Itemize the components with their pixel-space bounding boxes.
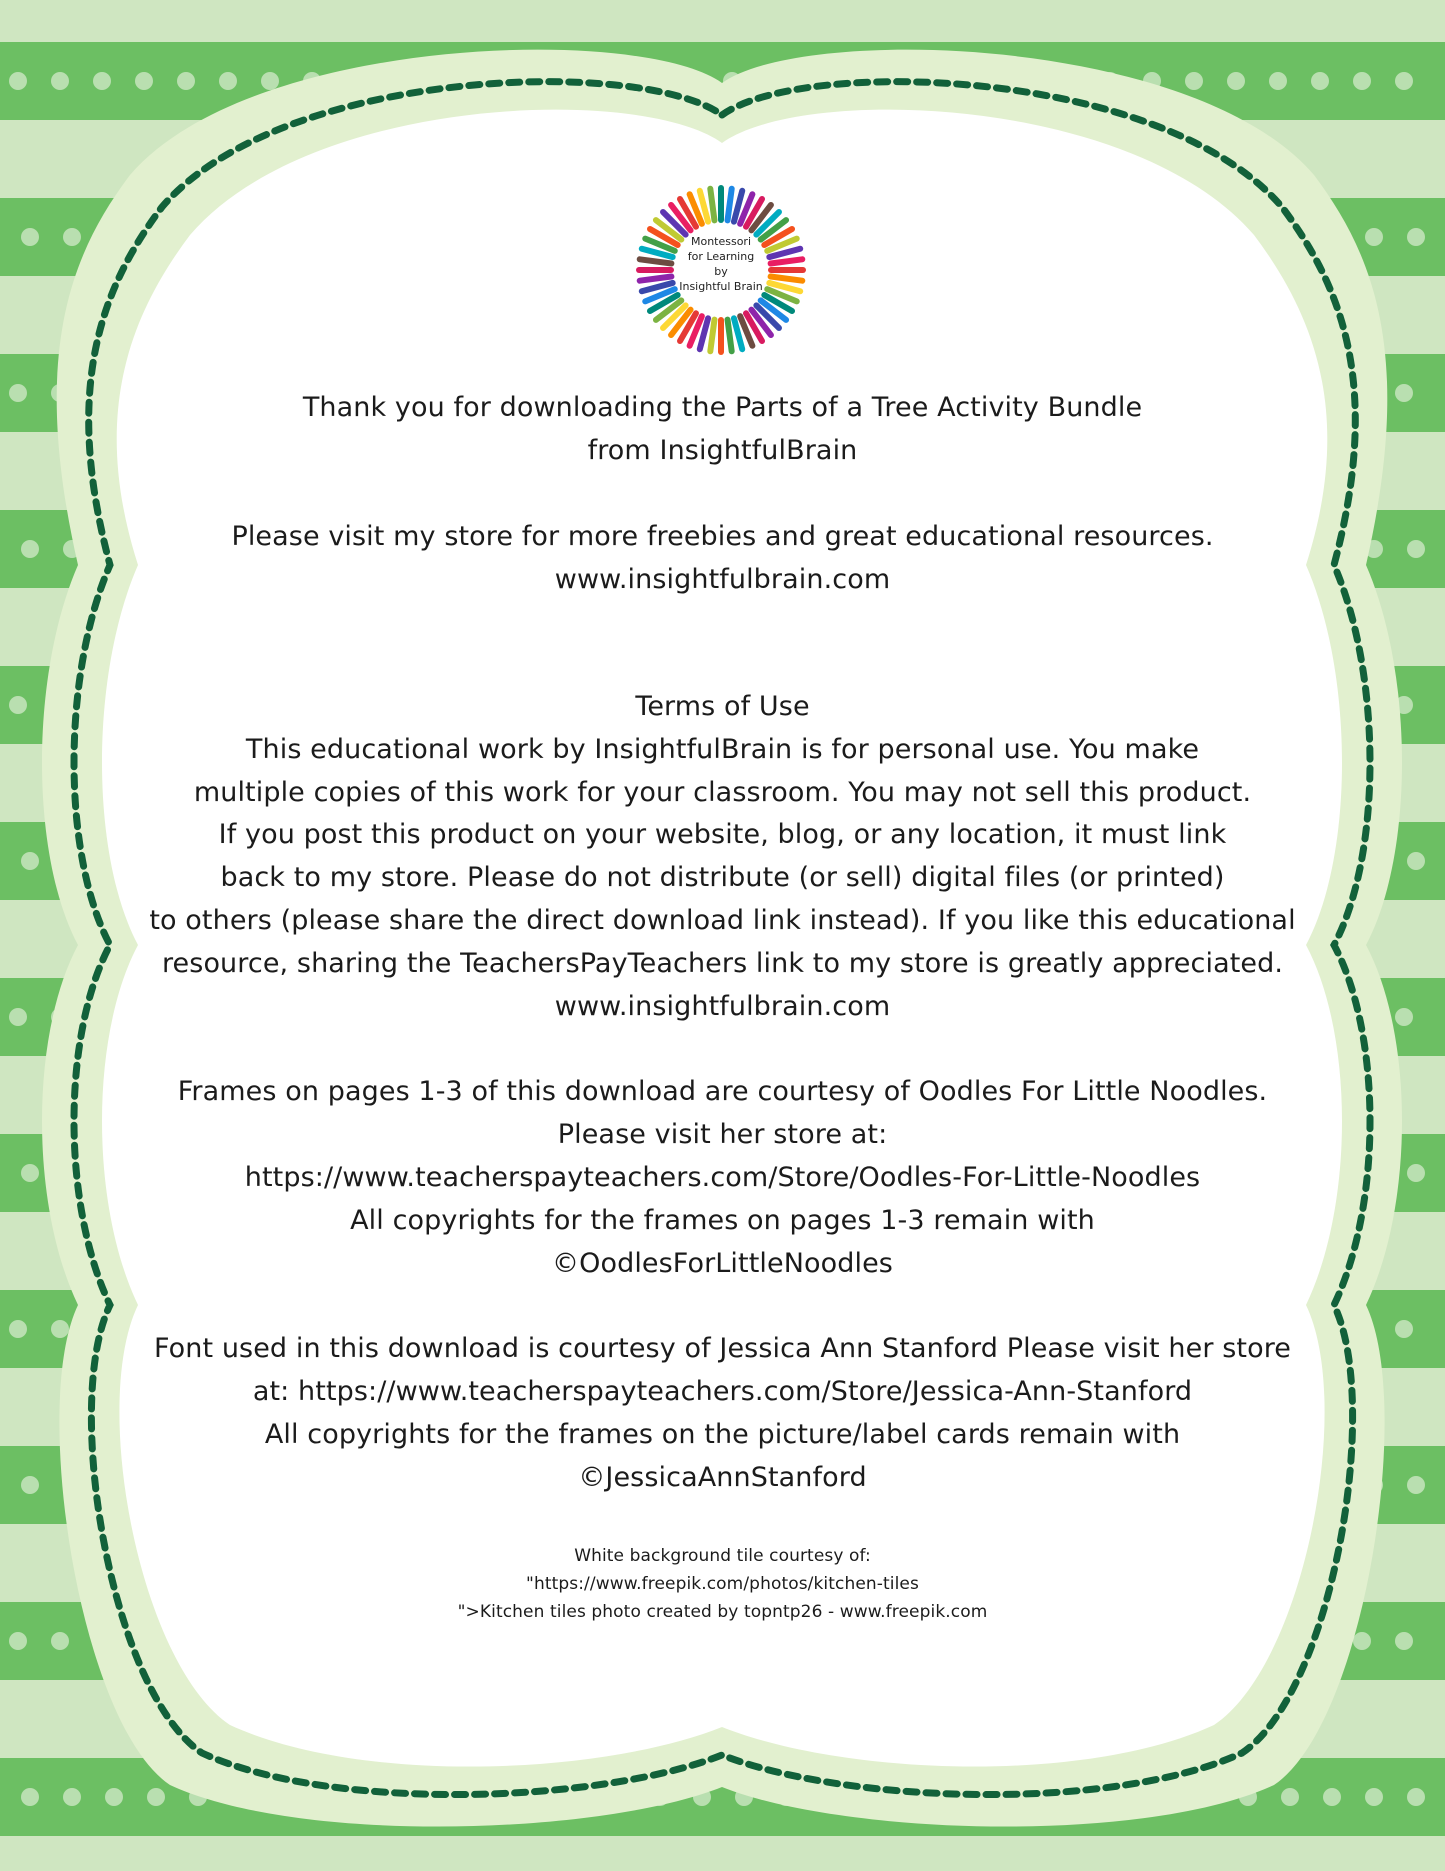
terms-line: If you post this product on your website, blog, or any location, it must link [218, 819, 1227, 850]
font-credit-line: ©JessicaAnnStanford [578, 1462, 867, 1493]
terms-line: multiple copies of this work for your classroom. You may not sell this product. [193, 777, 1252, 808]
font-store-url[interactable]: at: https://www.teacherspayteachers.com/Store/Jessica-Ann-Stanford [252, 1376, 1193, 1407]
background-credit-line: White background tile courtesy of: [574, 1546, 871, 1566]
thank-you-line-2: from InsightfulBrain [587, 435, 858, 466]
background-credit-line: ">Kitchen tiles photo created by topntp26 - www.freepik.com [457, 1602, 988, 1622]
visit-store-line: Please visit my store for more freebies and great educational resources. [231, 521, 1214, 552]
logo-line: Montessori [690, 235, 752, 248]
logo [636, 185, 806, 355]
background-credit-line: "https://www.freepik.com/photos/kitchen-tiles [526, 1574, 919, 1594]
terms-line: back to my store. Please do not distribute (or sell) digital files (or printed) [220, 862, 1225, 893]
logo-line: Insightful Brain [679, 280, 763, 293]
terms-line: This educational work by InsightfulBrain is for personal use. You make [245, 734, 1200, 765]
terms-title: Terms of Use [635, 691, 810, 722]
frames-credit-line: Please visit her store at: [557, 1119, 888, 1150]
font-credit-line: All copyrights for the frames on the picture/label cards remain with [264, 1419, 1181, 1450]
frames-credit-line: Frames on pages 1-3 of this download are courtesy of Oodles For Little Noodles. [177, 1076, 1268, 1107]
terms-line: to others (please share the direct download link instead). If you like this educational [149, 905, 1296, 936]
terms-url[interactable]: www.insightfulbrain.com [554, 991, 891, 1022]
terms-line: resource, sharing the TeachersPayTeachers link to my store is greatly appreciated. [161, 948, 1284, 979]
logo-line: by [714, 265, 728, 278]
thank-you-line-1: Thank you for downloading the Parts of a Tree Activity Bundle [302, 392, 1143, 423]
font-credit-line: Font used in this download is courtesy of Jessica Ann Stanford Please visit her store [153, 1333, 1292, 1364]
store-url[interactable]: www.insightfulbrain.com [554, 564, 891, 595]
logo-line: for Learning [687, 250, 755, 263]
frames-credit-line: All copyrights for the frames on pages 1-3 remain with [350, 1205, 1095, 1236]
frames-store-url[interactable]: https://www.teacherspayteachers.com/Store/Oodles-For-Little-Noodles [244, 1162, 1201, 1193]
frames-credit-line: ©OodlesForLittleNoodles [552, 1248, 893, 1279]
